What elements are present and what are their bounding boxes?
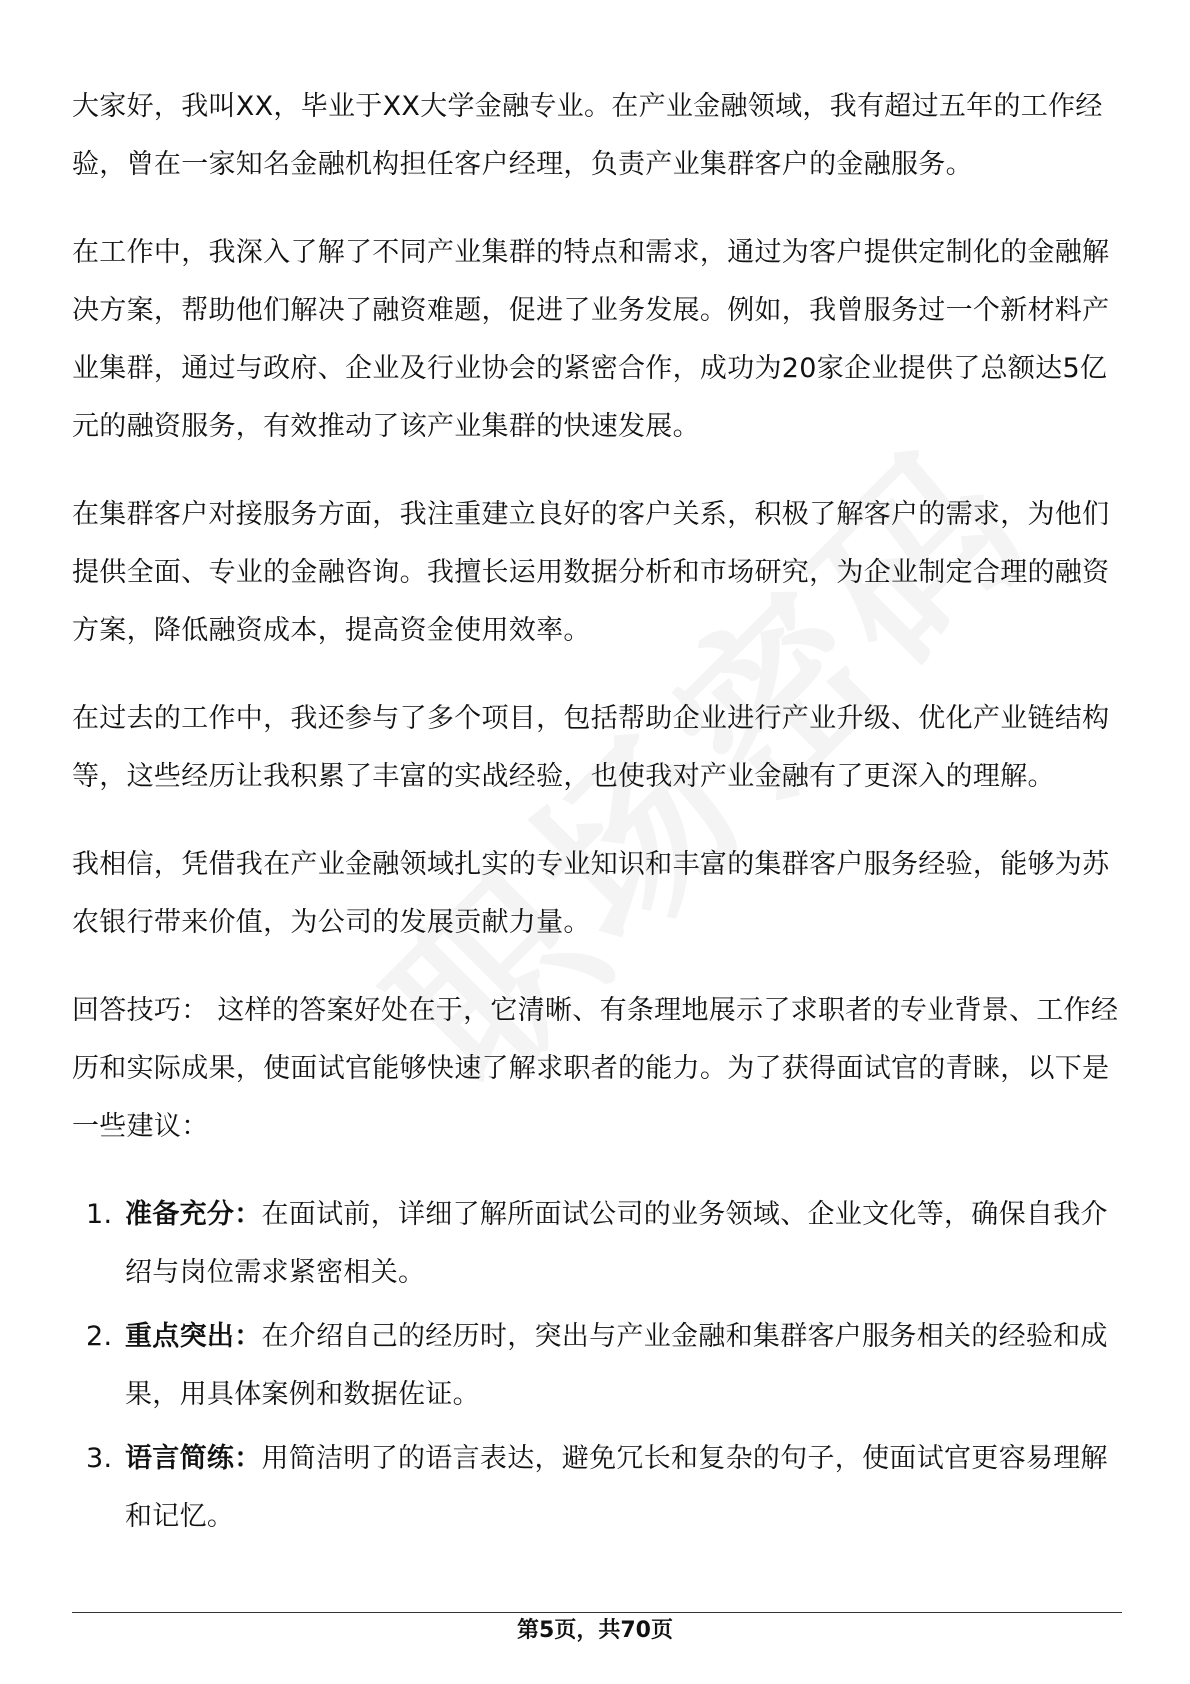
list-item <box>72 1186 1122 1302</box>
list-item-number: 2. <box>86 1321 113 1352</box>
paragraph-conclusion: 我相信，凭借我在产业金融领域扎实的专业知识和丰富的集群客户服务经验，能够为苏农银行带来价值，为公司的发展贡献力量。 <box>72 849 1110 938</box>
paragraph-answer-tips: 回答技巧： 这样的答案好处在于，它清晰、有条理地展示了求职者的专业背景、工作经历和实际成果，使面试官能够快速了解求职者的能力。为了获得面试官的青睐，以下是一些建议： <box>72 995 1119 1142</box>
list-item <box>72 1430 1122 1546</box>
list-item-text: 在面试前，详细了解所面试公司的业务领域、企业文化等，确保自我介绍与岗位需求紧密相关。 <box>125 1199 1108 1288</box>
document-body <box>72 78 1122 1552</box>
paragraph-intro: 大家好，我叫XX，毕业于XX大学金融专业。在产业金融领域，我有超过五年的工作经验，曾在一家知名金融机构担任客户经理，负责产业集群客户的金融服务。 <box>72 91 1103 180</box>
list-item-number: 3. <box>86 1443 113 1474</box>
footer-divider <box>72 1612 1122 1613</box>
list-item-text: 用简洁明了的语言表达，避免冗长和复杂的句子，使面试官更容易理解和记忆。 <box>125 1443 1108 1532</box>
list-item <box>72 1308 1122 1424</box>
list-item-number: 1. <box>86 1199 113 1230</box>
paragraph-experience: 在工作中，我深入了解了不同产业集群的特点和需求，通过为客户提供定制化的金融解决方案，帮助他们解决了融资难题，促进了业务发展。例如，我曾服务过一个新材料产业集群，通过与政府、企业及行业协会的紧密合作，成功为20家企业提供了总额达5亿元的融资服务，有效推动了该产业集群的快速发展。 <box>72 237 1110 442</box>
tips-list <box>72 1186 1122 1546</box>
list-item-label: 语言简练： <box>125 1443 262 1474</box>
paragraph-projects: 在过去的工作中，我还参与了多个项目，包括帮助企业进行产业升级、优化产业链结构等，这些经历让我积累了丰富的实战经验，也使我对产业金融有了更深入的理解。 <box>72 703 1110 792</box>
page-number: 第5页，共70页 <box>517 1618 673 1643</box>
paragraph-client-service: 在集群客户对接服务方面，我注重建立良好的客户关系，积极了解客户的需求，为他们提供全面、专业的金融咨询。我擅长运用数据分析和市场研究，为企业制定合理的融资方案，降低融资成本，提高资金使用效率。 <box>72 499 1110 646</box>
list-item-label: 重点突出： <box>125 1321 262 1352</box>
list-item-text: 在介绍自己的经历时，突出与产业金融和集群客户服务相关的经验和成果，用具体案例和数据佐证。 <box>125 1321 1108 1410</box>
list-item-label: 准备充分： <box>125 1199 262 1230</box>
